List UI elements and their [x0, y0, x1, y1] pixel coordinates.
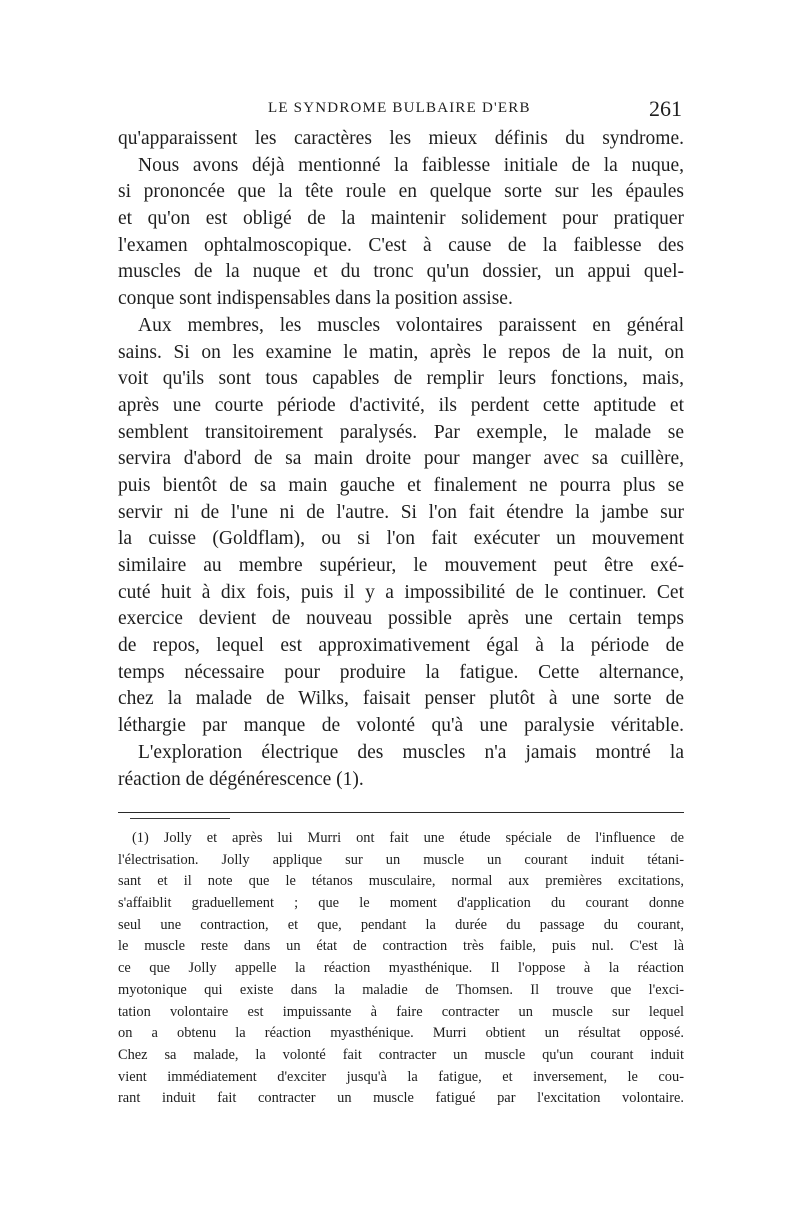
body-line: muscles de la nuque et du tronc qu'un dossier, un appui quel-	[118, 261, 684, 283]
body-line: l'examen ophtalmoscopique. C'est à cause de la faiblesse des	[118, 234, 684, 256]
footnote-rule	[118, 812, 684, 813]
body-line: de repos, lequel est approximativement égal à la période de	[118, 635, 684, 657]
body-line: similaire au membre supérieur, le mouvement peut être exé-	[118, 555, 684, 576]
body-line: L'exploration électrique des muscles n'a jamais montré la	[138, 741, 684, 763]
footnote	[118, 828, 684, 1110]
body-line: après une courte période d'activité, ils perdent cette aptitude et	[118, 394, 684, 416]
footnote-line: Chez sa malade, la volonté fait contracter un muscle qu'un courant induit	[118, 1046, 684, 1063]
running-title: LE SYNDROME BULBAIRE D'ERB	[268, 100, 531, 116]
body-line: la cuisse (Goldflam), ou si l'on fait exécuter un mouvement	[118, 528, 684, 550]
body-line: Aux membres, les muscles volontaires paraissent en général	[138, 314, 684, 336]
footnote-rule-short	[130, 818, 230, 819]
footnote-line: on a obtenu la réaction myasthénique. Murri obtient un résultat opposé.	[118, 1025, 684, 1042]
body-line: servira d'abord de sa main droite pour manger avec sa cuillère,	[118, 448, 684, 470]
body-line: qu'apparaissent les caractères les mieux définis du syndrome.	[118, 128, 684, 149]
body-line: servir ni de l'une ni de l'autre. Si l'on fait étendre la jambe sur	[118, 501, 684, 523]
body-line: puis bientôt de sa main gauche et finalement ne pourra plus se	[118, 474, 684, 496]
footnote-line: l'électrisation. Jolly applique sur un muscle un courant induit tétani-	[118, 851, 684, 868]
footnote-line: ce que Jolly appelle la réaction myasthénique. Il l'oppose à la réaction	[118, 960, 684, 977]
body-line: si prononcée que la tête roule en quelque sorte sur les épaules	[118, 181, 684, 203]
body-line: conque sont indispensables dans la position assise.	[118, 288, 513, 310]
footnote-line: sant et il note que le tétanos musculaire, normal aux premières excitations,	[118, 873, 684, 890]
body-line: temps nécessaire pour produire la fatigue. Cette alternance,	[118, 661, 684, 683]
footnote-line: rant induit fait contracter un muscle fatigué par l'excitation volontaire.	[118, 1090, 684, 1107]
body-line: cuté huit à dix fois, puis il y a impossibilité de le continuer. Cet	[118, 581, 684, 603]
body-text	[118, 126, 684, 793]
body-line: chez la malade de Wilks, faisait penser plutôt à une sorte de	[118, 688, 684, 710]
footnote-line: s'affaiblit graduellement ; que le moment d'application du courant donne	[118, 895, 684, 912]
body-line: réaction de dégénérescence (1).	[118, 768, 364, 790]
footnote-line: (1) Jolly et après lui Murri ont fait une étude spéciale de l'influence de	[132, 830, 684, 846]
body-line: Nous avons déjà mentionné la faiblesse initiale de la nuque,	[138, 154, 684, 176]
body-line: sains. Si on les examine le matin, après le repos de la nuit, on	[118, 341, 684, 363]
footnote-line: myotonique qui existe dans la maladie de Thomsen. Il trouve que l'exci-	[118, 981, 684, 998]
body-line: et qu'on est obligé de la maintenir solidement pour pratiquer	[118, 208, 684, 230]
body-line: léthargie par manque de volonté qu'à une paralysie véritable.	[118, 715, 684, 737]
footnote-line: le muscle reste dans un état de contraction très faible, puis nul. C'est là	[118, 938, 684, 955]
footnote-line: seul une contraction, et que, pendant la durée du passage du courant,	[118, 916, 684, 933]
body-line: voit qu'ils sont tous capables de remplir leurs fonctions, mais,	[118, 368, 684, 390]
running-head	[118, 96, 684, 124]
body-line: semblent transitoirement paralysés. Par exemple, le malade se	[118, 421, 684, 443]
body-line: exercice devient de nouveau possible après une certain temps	[118, 608, 684, 630]
footnote-line: tation volontaire est impuissante à faire contracter un muscle sur lequel	[118, 1003, 684, 1020]
footnote-line: vient immédiatement d'exciter jusqu'à la fatigue, et inversement, le cou-	[118, 1068, 684, 1085]
page-number: 261	[649, 96, 682, 121]
